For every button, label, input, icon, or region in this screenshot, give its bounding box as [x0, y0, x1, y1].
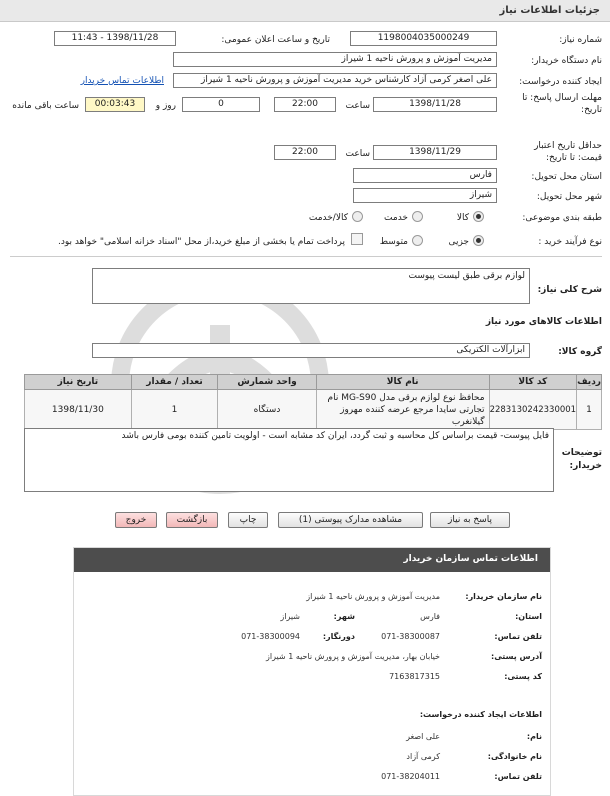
- validity-label-2: قیمت: تا تاریخ:: [546, 153, 602, 163]
- contact-org-value: مدیریت آموزش و پرورش ناحیه 1 شیراز: [306, 592, 440, 601]
- contact-phone-value: 071-38300087: [381, 632, 440, 641]
- contact-panel-title: اطلاعات تماس سازمان خریدار: [403, 554, 538, 564]
- buyer-org-field: مدیریت آموزش و پرورش ناحیه 1 شیراز: [173, 52, 497, 67]
- contact-fax-value: 071-38300094: [241, 632, 300, 641]
- divider: [10, 256, 602, 257]
- province-label: استان محل تحویل:: [531, 172, 602, 182]
- col-header-row: ردیف: [577, 375, 602, 390]
- remaining-time-field: 00:03:43: [85, 97, 145, 112]
- col-header-code: کد کالا: [489, 375, 577, 390]
- creator-phone-value: 071-38204011: [381, 772, 440, 781]
- contact-phone-label: تلفن تماس:: [494, 632, 542, 641]
- cell-name: محافظ نوع لوازم برقی مدل MG-S90 نام تجارتی سایدا مرجع عرضه کننده مهروز گیلانغرب: [316, 390, 489, 430]
- cell-code: 2283130242330001: [489, 390, 577, 430]
- creator-name-value: علی اصغر: [406, 732, 440, 741]
- process-option-medium: متوسط: [379, 237, 408, 247]
- city-label: شهر محل تحویل:: [536, 192, 602, 202]
- deadline-label-1: مهلت ارسال پاسخ: تا: [522, 93, 602, 103]
- creator-info-title: اطلاعات ایجاد کننده درخواست:: [419, 710, 542, 719]
- contact-fax-label: دورنگار:: [322, 632, 355, 641]
- need-number-field: 1198004035000249: [350, 31, 497, 46]
- announce-field: 1398/11/28 - 11:43: [54, 31, 176, 46]
- buyer-org-label: نام دستگاه خریدار:: [531, 56, 602, 66]
- summary-label: شرح کلی نیاز:: [537, 285, 602, 295]
- deadline-days-field: 0: [182, 97, 260, 112]
- buyer-notes-label-1: توضیحات: [561, 448, 602, 458]
- buyer-contact-link[interactable]: اطلاعات تماس خریدار: [80, 76, 164, 86]
- buyer-notes-label-2: خریدار:: [569, 461, 602, 471]
- exit-button[interactable]: خروج: [115, 512, 157, 528]
- deadline-time-field: 22:00: [274, 97, 336, 112]
- contact-province-value: فارس: [420, 612, 440, 621]
- deadline-time-label: ساعت: [345, 101, 370, 111]
- panel-header: [0, 0, 610, 22]
- creator-name-label: نام:: [526, 732, 542, 741]
- category-radio-both[interactable]: [352, 211, 363, 222]
- goods-table: [24, 374, 602, 430]
- process-radio-medium[interactable]: [412, 235, 423, 246]
- contact-org-label: نام سازمان خریدار:: [465, 592, 542, 601]
- col-header-unit: واحد شمارش: [218, 375, 317, 390]
- creator-field: علی اصغر کرمی آزاد کارشناس خرید مدیریت آموزش و پرورش ناحیه 1 شیراز: [173, 73, 497, 88]
- contact-province-label: استان:: [515, 612, 542, 621]
- city-field: شیراز: [353, 188, 497, 203]
- panel-title: جزئیات اطلاعات نیاز: [499, 5, 600, 16]
- deadline-days-label: روز و: [155, 101, 176, 111]
- category-option-goods: کالا: [456, 213, 469, 223]
- treasury-note: پرداخت تمام یا بخشی از مبلغ خرید،از محل "اسناد خزانه اسلامی" خواهد بود.: [57, 237, 345, 247]
- col-header-qty: تعداد / مقدار: [131, 375, 218, 390]
- creator-family-label: نام خانوادگی:: [487, 752, 542, 761]
- contact-panel-header: [74, 548, 550, 572]
- category-label: طبقه بندی موضوعی:: [522, 213, 602, 223]
- creator-label: ایجاد کننده درخواست:: [519, 77, 602, 87]
- col-header-name: نام کالا: [316, 375, 489, 390]
- announce-label: تاریخ و ساعت اعلان عمومی:: [221, 35, 330, 45]
- category-option-service: خدمت: [384, 213, 408, 223]
- creator-family-value: کرمی آزاد: [406, 752, 440, 761]
- contact-address-value: خیابان بهار، مدیریت آموزش و پرورش ناحیه 1 شیراز: [266, 652, 440, 661]
- creator-phone-label: تلفن تماس:: [494, 772, 542, 781]
- need-number-label: شماره نیاز:: [559, 35, 602, 45]
- print-button[interactable]: چاپ: [228, 512, 268, 528]
- contact-address-label: آدرس پستی:: [491, 652, 542, 661]
- cell-qty: 1: [131, 390, 218, 430]
- cell-row: 1: [577, 390, 602, 430]
- contact-city-value: شیراز: [280, 612, 300, 621]
- treasury-checkbox[interactable]: [351, 233, 363, 245]
- deadline-label-2: تاریخ:: [581, 105, 602, 115]
- attachments-button[interactable]: مشاهده مدارک پیوستی (1): [278, 512, 423, 528]
- back-button[interactable]: بازگشت: [166, 512, 218, 528]
- process-radio-minor[interactable]: [473, 235, 484, 246]
- contact-postal-label: کد پستی:: [504, 672, 542, 681]
- table-row: [25, 390, 602, 430]
- buyer-contact-panel: [73, 547, 551, 796]
- validity-time-field: 22:00: [274, 145, 336, 160]
- validity-label-1: حداقل تاریخ اعتبار: [534, 141, 602, 151]
- province-field: فارس: [353, 168, 497, 183]
- col-header-date: تاریخ نیاز: [25, 375, 132, 390]
- goods-group-field: ابزارآلات الکتریکی: [92, 343, 530, 358]
- category-radio-service[interactable]: [412, 211, 423, 222]
- contact-city-label: شهر:: [333, 612, 355, 621]
- cell-date: 1398/11/30: [25, 390, 132, 430]
- validity-date-field: 1398/11/29: [373, 145, 497, 160]
- process-option-minor: جزیی: [448, 237, 469, 247]
- validity-time-label: ساعت: [345, 149, 370, 159]
- goods-group-label: گروه کالا:: [558, 347, 602, 357]
- process-label: نوع فرآیند خرید :: [538, 237, 602, 247]
- category-radio-goods[interactable]: [473, 211, 484, 222]
- reply-button[interactable]: پاسخ به نیاز: [430, 512, 510, 528]
- cell-unit: دستگاه: [218, 390, 317, 430]
- category-option-both: کالا/خدمت: [308, 213, 348, 223]
- contact-postal-value: 7163817315: [389, 672, 440, 681]
- buyer-notes-field: فایل پیوست- قیمت براساس کل محاسبه و ثبت گردد، ایران کد مشابه است - اولویت تامین کننده بومی فارس باشد: [24, 428, 554, 492]
- deadline-date-field: 1398/11/28: [373, 97, 497, 112]
- remaining-time-label: ساعت باقی مانده: [12, 101, 79, 111]
- goods-section-title: اطلاعات کالاهای مورد نیاز: [485, 317, 602, 327]
- summary-field: لوازم برقی طبق لیست پیوست: [92, 268, 530, 304]
